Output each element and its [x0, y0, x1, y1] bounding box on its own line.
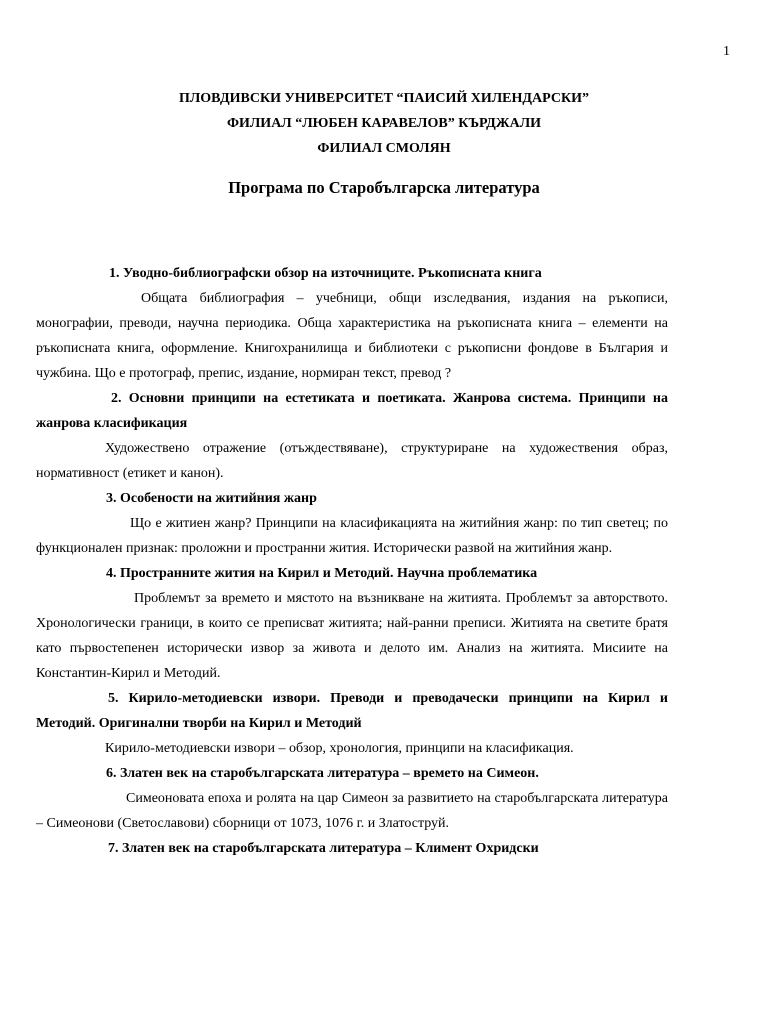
document-header	[0, 86, 768, 161]
branch-kardzhali: ФИЛИАЛ “ЛЮБЕН КАРАВЕЛОВ” КЪРДЖАЛИ	[226, 116, 542, 131]
university-name: ПЛОВДИВСКИ УНИВЕРСИТЕТ “ПАИСИЙ ХИЛЕНДАРСКИ”	[178, 91, 590, 106]
section-heading-6: 6. Златен век на старобългарската литература – времето на Симеон.	[106, 766, 539, 781]
section-body-2: Художествено отражение (отъждествяване), структуриране на художествения образ, нормативност (етикет и канон).	[36, 441, 668, 481]
page-number: 1	[723, 44, 730, 59]
section-heading-7: 7. Златен век на старобългарската литература – Климент Охридски	[108, 841, 539, 856]
section-body-5: Кирило-методиевски извори – обзор, хронология, принципи на класификация.	[105, 741, 574, 756]
section-heading-3: 3. Особености на житийния жанр	[106, 491, 317, 506]
program-title: Програма по Старобългарска литература	[228, 178, 540, 197]
section-body-4: Проблемът за времето и мястото на възникване на житията. Проблемът за авторството. Хронологически граници, в които се преписват житията; най-ранни преписи. Житията на светите братя като първостепенен исторически извор за живота и делото им. Анализ на житията. Мисиите на Константин-Кирил и Методий.	[36, 591, 668, 681]
section-body-6: Симеоновата епоха и ролята на цар Симеон за развитието на старобългарската литература – Симеонови (Светославови) сборници от 1073, 1076 г. и Златоструй.	[36, 791, 668, 831]
section-body-3: Що е житиен жанр? Принципи на класификацията на житийния жанр: по тип светец; по функционален признак: проложни и пространни жития. Исторически развой на житийния жанр.	[36, 516, 668, 556]
section-heading-5: 5. Кирило-методиевски извори. Преводи и преводачески принципи на Кирил и Методий. Оригинални творби на Кирил и Методий	[36, 691, 668, 731]
section-heading-1: 1. Уводно-библиографски обзор на източниците. Ръкописната книга	[109, 266, 542, 281]
section-body-1: Общата библиография – учебници, общи изследвания, издания на ръкописи, монографии, преводи, научна периодика. Обща характеристика на ръкописната книга – елементи на ръкописната книга, оформление. Книгохранилища и библиотеки с ръкописни фондове в България и чужбина. Що е протограф, препис, издание, нормиран текст, превод ?	[36, 291, 668, 381]
section-heading-4: 4. Пространните жития на Кирил и Методий. Научна проблематика	[106, 566, 538, 581]
program-content	[36, 261, 668, 861]
branch-smolyan: ФИЛИАЛ СМОЛЯН	[317, 141, 451, 156]
section-heading-2: 2. Основни принципи на естетиката и поетиката. Жанрова система. Принципи на жанрова класификация	[36, 391, 668, 431]
